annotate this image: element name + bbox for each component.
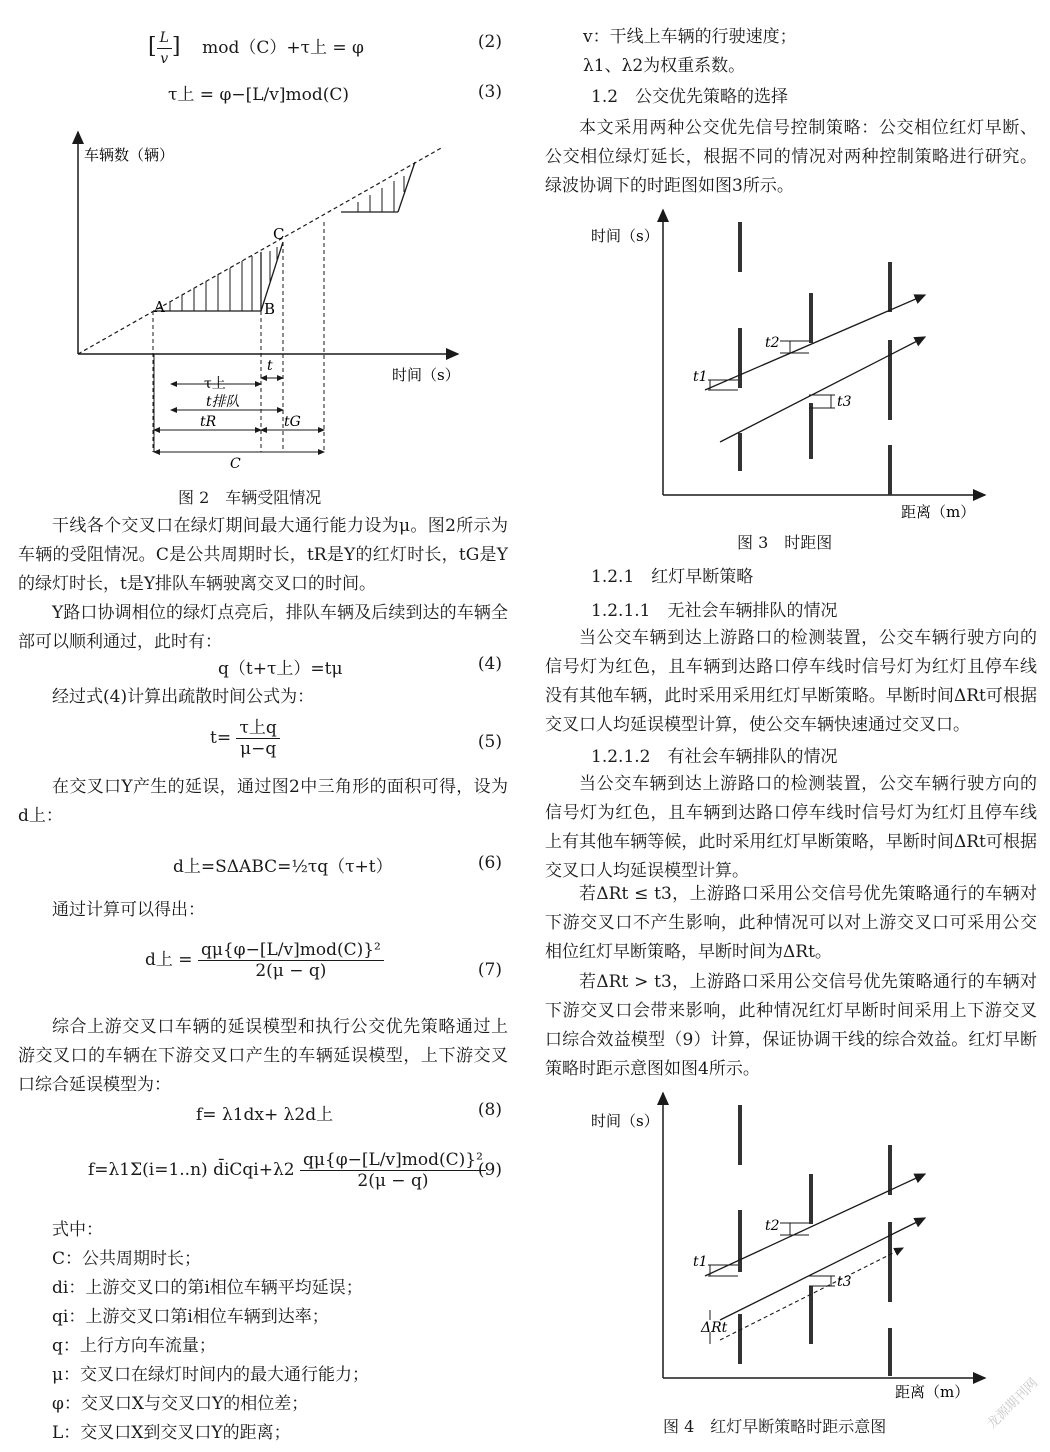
section-1-2-heading: 1.2 公交优先策略的选择 (591, 87, 789, 107)
equation-3-number: (3) (477, 82, 502, 102)
section-1-2-1-1-heading: 1.2.1.1 无社会车辆排队的情况 (591, 601, 838, 621)
fig2-arrival-line (78, 147, 443, 354)
equation-9-lhs: f=λ1Σ(i=1..n) d̄iCqi+λ2 (88, 1160, 295, 1180)
fig3-y-label: 时间（s） (591, 227, 659, 245)
fig2-label-tg: tG (284, 414, 301, 430)
fig4-label-t2: t2 (765, 1218, 780, 1234)
section-1-2-1-heading: 1.2.1 红灯早断策略 (591, 567, 754, 587)
equation-5-denominator: μ−q (240, 739, 277, 759)
fig2-point-c: C (273, 225, 285, 243)
equation-6: d上=SΔABC=½τq（τ+t） (173, 857, 393, 877)
section-1-2-1-2-heading: 1.2.1.2 有社会车辆排队的情况 (591, 747, 838, 767)
right-paragraph-3: 当公交车辆到达上游路口的检测装置，公交车辆行驶方向的信号灯为红色，且车辆到达路口停车线时信号灯为红灯且停车线上有其他车辆等候，此时采用红灯早断策略，早断时间ΔRt可根据交叉口人均延误模型计算。 (545, 774, 1037, 881)
paragraph-1: 干线各个交叉口在绿灯期间最大通行能力设为μ。图2所示为车辆的受阻情况。C是公共周期时长，tR是Y的红灯时长，tG是Y的绿灯时长，t是Y排队车辆驶离交叉口的时间。 (18, 516, 508, 594)
fig2-label-c: C (230, 456, 241, 472)
equation-7-denominator: 2(μ − q) (255, 961, 327, 981)
right-paragraph-1: 本文采用两种公交优先信号控制策略：公交相位红灯早断、公交相位绿灯延长，根据不同的情况对两种控制策略进行研究。绿波协调下的时距图如图3所示。 (545, 118, 1037, 196)
fig3-band-lower (720, 337, 925, 442)
fig3-label-t2: t2 (765, 335, 780, 351)
figure-2-diagram (58, 122, 478, 477)
equation-8-number: (8) (477, 1100, 502, 1120)
figure-2-caption: 图 2 车辆受阻情况 (178, 488, 322, 507)
equation-4-number: (4) (477, 654, 502, 674)
equation-7-numerator: qμ{φ−[L/v]mod(C)}² (198, 940, 384, 961)
paragraph-3: 经过式(4)计算出疏散时间公式为： (52, 687, 315, 707)
equation-5 (210, 718, 280, 759)
right-paragraph-5: 若ΔRt > t3，上游路口采用公交信号优先策略通行的车辆对下游交叉口会带来影响，此种情况红灯早断时间采用上下游交叉口综合效益模型（9）计算，保证协调干线的综合效益。红灯早断策略时距示意图如图4所示。 (545, 972, 1037, 1079)
fig2-hatch-2 (358, 176, 404, 212)
fig3-signal-bars (738, 222, 892, 495)
fig4-label-t1: t1 (693, 1254, 708, 1270)
equation-4: q（t+τ上）=tμ (218, 659, 343, 679)
figure-4-caption: 图 4 红灯早断策略时距示意图 (663, 1417, 887, 1436)
definition-item: qi：上游交叉口第i相位车辆到达率； (52, 1307, 329, 1327)
definition-item: di：上游交叉口的第i相位车辆平均延误； (52, 1278, 363, 1298)
fig4-y-label: 时间（s） (591, 1112, 659, 1130)
definition-item: φ：交叉口X与交叉口Y的相位差； (52, 1394, 309, 1414)
watermark: 龙源期刊网 (984, 1375, 1042, 1433)
fig2-discharge-line-2 (398, 162, 415, 212)
fig2-point-b: B (264, 300, 276, 318)
definition-item: v：干线上车辆的行驶速度； (583, 27, 797, 47)
equation-7 (145, 940, 384, 981)
fig2-point-a: A (154, 298, 165, 316)
fig2-label-tau: τ上 (204, 376, 226, 392)
equation-7-lhs: d上 = (145, 950, 193, 970)
fig2-x-label: 时间（s） (392, 366, 460, 384)
definitions-title: 式中： (52, 1220, 103, 1240)
definition-item: C：公共周期时长； (52, 1249, 202, 1269)
left-column (18, 0, 508, 1452)
right-paragraph-2: 当公交车辆到达上游路口的检测装置，公交车辆行驶方向的信号灯为红色，且车辆到达路口停车线时信号灯为红灯且停车线没有其他车辆，此时采用采用红灯早断策略。早断时间ΔRt可根据交叉口人均延误模型计算，使公交车辆快速通过交叉口。 (545, 628, 1037, 735)
equation-2-number: (2) (477, 32, 502, 52)
equation-9 (88, 1150, 486, 1191)
equation-2: [ $\frac{L}{v}$ ] mod（C）+τ上 = φ (148, 30, 364, 67)
equation-5-number: (5) (477, 732, 502, 752)
fig2-y-label: 车辆数（辆） (84, 146, 175, 164)
equation-7-number: (7) (477, 960, 502, 980)
equation-5-lhs: t= (210, 728, 232, 748)
equation-3-text: τ上 = φ−[L/v]mod(C) (168, 85, 349, 105)
definition-item: q：上行方向车流量； (52, 1336, 216, 1356)
equation-5-numerator: τ上q (236, 718, 279, 739)
figure-3-diagram (585, 205, 1005, 525)
paragraph-6: 综合上游交叉口车辆的延误模型和执行公交优先策略通过上游交叉口的车辆在下游交叉口产生的车辆延误模型，上下游交叉口综合延误模型为： (18, 1017, 508, 1095)
fig2-label-tr: tR (200, 414, 217, 430)
fig4-band-lower (720, 1218, 925, 1320)
definition-item: L：交叉口X到交叉口Y的距离； (52, 1423, 291, 1443)
equation-9-denominator: 2(μ − q) (357, 1171, 429, 1191)
fig3-delay-markers (708, 341, 835, 408)
figure-3-caption: 图 3 时距图 (737, 533, 833, 552)
paragraph-4: 在交叉口Y产生的延误，通过图2中三角形的面积可得，设为d上： (18, 777, 508, 826)
equation-8: f= λ1dx+ λ2d上 (196, 1105, 334, 1125)
equation-3 (168, 80, 349, 105)
fig4-label-t3: t3 (837, 1274, 852, 1290)
definition-item: μ：交叉口在绿灯时间内的最大通行能力； (52, 1365, 370, 1385)
equation-2-text: mod（C）+τ上 = φ (202, 38, 364, 58)
right-paragraph-4: 若ΔRt ≤ t3，上游路口采用公交信号优先策略通行的车辆对下游交叉口不产生影响，此种情况可以对上游交叉口可采用公交相位红灯早断策略，早断时间为ΔRt。 (545, 884, 1037, 962)
fig4-x-label: 距离（m） (895, 1383, 970, 1401)
paragraph-5: 通过计算可以得出： (52, 900, 205, 920)
fig2-label-t: t (267, 358, 273, 374)
fig4-signal-bars (738, 1105, 892, 1376)
fig3-x-label: 距离（m） (901, 503, 976, 521)
equation-9-number: (9) (477, 1160, 502, 1180)
equation-6-number: (6) (477, 853, 502, 873)
paragraph-2: Y路口协调相位的绿灯点亮后，排队车辆及后续到达的车辆全部可以顺利通过，此时有： (18, 603, 508, 652)
fig3-label-t3: t3 (837, 394, 852, 410)
fig4-label-delta-r: ΔRt (701, 1320, 728, 1336)
fig2-label-tq: t排队 (206, 394, 240, 410)
right-column (545, 0, 1040, 1452)
figure-4-diagram (585, 1088, 1005, 1410)
fig3-label-t1: t1 (693, 369, 708, 385)
definition-item: λ1、λ2为权重系数。 (583, 56, 746, 76)
equation-9-numerator: qμ{φ−[L/v]mod(C)}² (300, 1150, 486, 1171)
